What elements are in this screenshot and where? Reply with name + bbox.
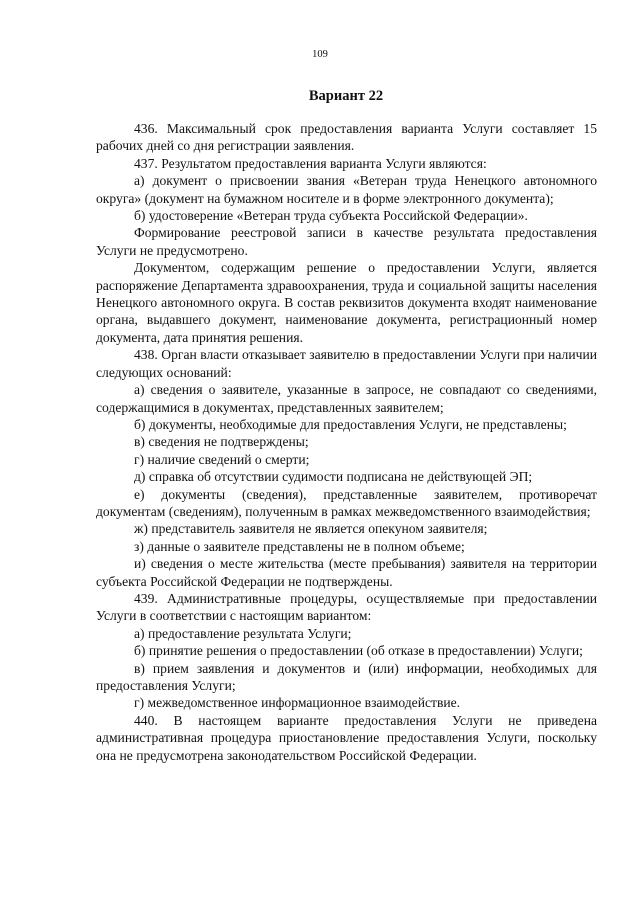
list-item-439-g: г) межведомственное информационное взаимодействие. xyxy=(134,695,461,711)
document-body xyxy=(96,120,597,764)
paragraph-decision-document: Документом, содержащим решение о предоставлении Услуги, является распоряжение Департамента здравоохранения, труда и социальной защиты населения Ненецкого автономного округа. В состав реквизитов документа входят наименование органа, выдавшего документ, наименование документа, регистрационный номер документа, дата принятия решения. xyxy=(96,260,597,345)
paragraph-registry-note: Формирование реестровой записи в качестве результата предоставления Услуги не предусмотрено. xyxy=(96,225,597,258)
list-item-437-b: б) удостоверение «Ветеран труда субъекта Российской Федерации». xyxy=(134,208,528,224)
paragraph-436: 436. Максимальный срок предоставления варианта Услуги составляет 15 рабочих дней со дня регистрации заявления. xyxy=(96,121,597,154)
paragraph-438: 438. Орган власти отказывает заявителю в предоставлении Услуги при наличии следующих оснований: xyxy=(96,347,597,380)
list-item-438-b: б) документы, необходимые для предоставления Услуги, не представлены; xyxy=(134,416,567,432)
paragraph-437: 437. Результатом предоставления варианта Услуги являются: xyxy=(134,155,487,171)
list-item-439-v: в) прием заявления и документов и (или) информации, необходимых для предоставления Услуги; xyxy=(96,660,597,693)
paragraph-439: 439. Административные процедуры, осуществляемые при предоставлении Услуги в соответствии с настоящим вариантом: xyxy=(96,590,597,624)
list-item-438-a: а) сведения о заявителе, указанные в запросе, не совпадают со сведениями, содержащимися в документах, представленных заявителем; xyxy=(96,382,597,415)
list-item-437-a: а) документ о присвоении звания «Ветеран труда Ненецкого автономного округа» (документ на бумажном носителе и в форме электронного документа); xyxy=(96,173,597,206)
list-item-438-d: д) справка об отсутствии судимости подписана не действующей ЭП; xyxy=(134,469,533,485)
list-item-438-e: е) документы (сведения), представленные заявителем, противоречат документам (сведениям), полученным в рамках межведомственного взаимодействия; xyxy=(96,486,597,519)
list-item-438-zh: ж) представитель заявителя не является опекуном заявителя; xyxy=(134,521,488,537)
list-item-439-b: б) принятие решения о предоставлении (об отказе в предоставлении) Услуги; xyxy=(134,643,583,659)
list-item-438-z: з) данные о заявителе представлены не в полном объеме; xyxy=(134,538,465,554)
list-item-439-a: а) предоставление результата Услуги; xyxy=(134,625,352,641)
list-item-438-g: г) наличие сведений о смерти; xyxy=(134,451,310,467)
list-item-438-v: в) сведения не подтверждены; xyxy=(134,434,309,450)
section-title: Вариант 22 xyxy=(308,88,384,104)
paragraph-440: 440. В настоящем варианте предоставления Услуги не приведена административная процедура приостановление предоставления Услуги, поскольку она не предусмотрена законодательством Российской Федерации. xyxy=(96,712,597,763)
list-item-438-i: и) сведения о месте жительства (месте пребывания) заявителя на территории субъекта Российской Федерации не подтверждены. xyxy=(96,556,597,589)
page-number: 109 xyxy=(312,49,328,60)
